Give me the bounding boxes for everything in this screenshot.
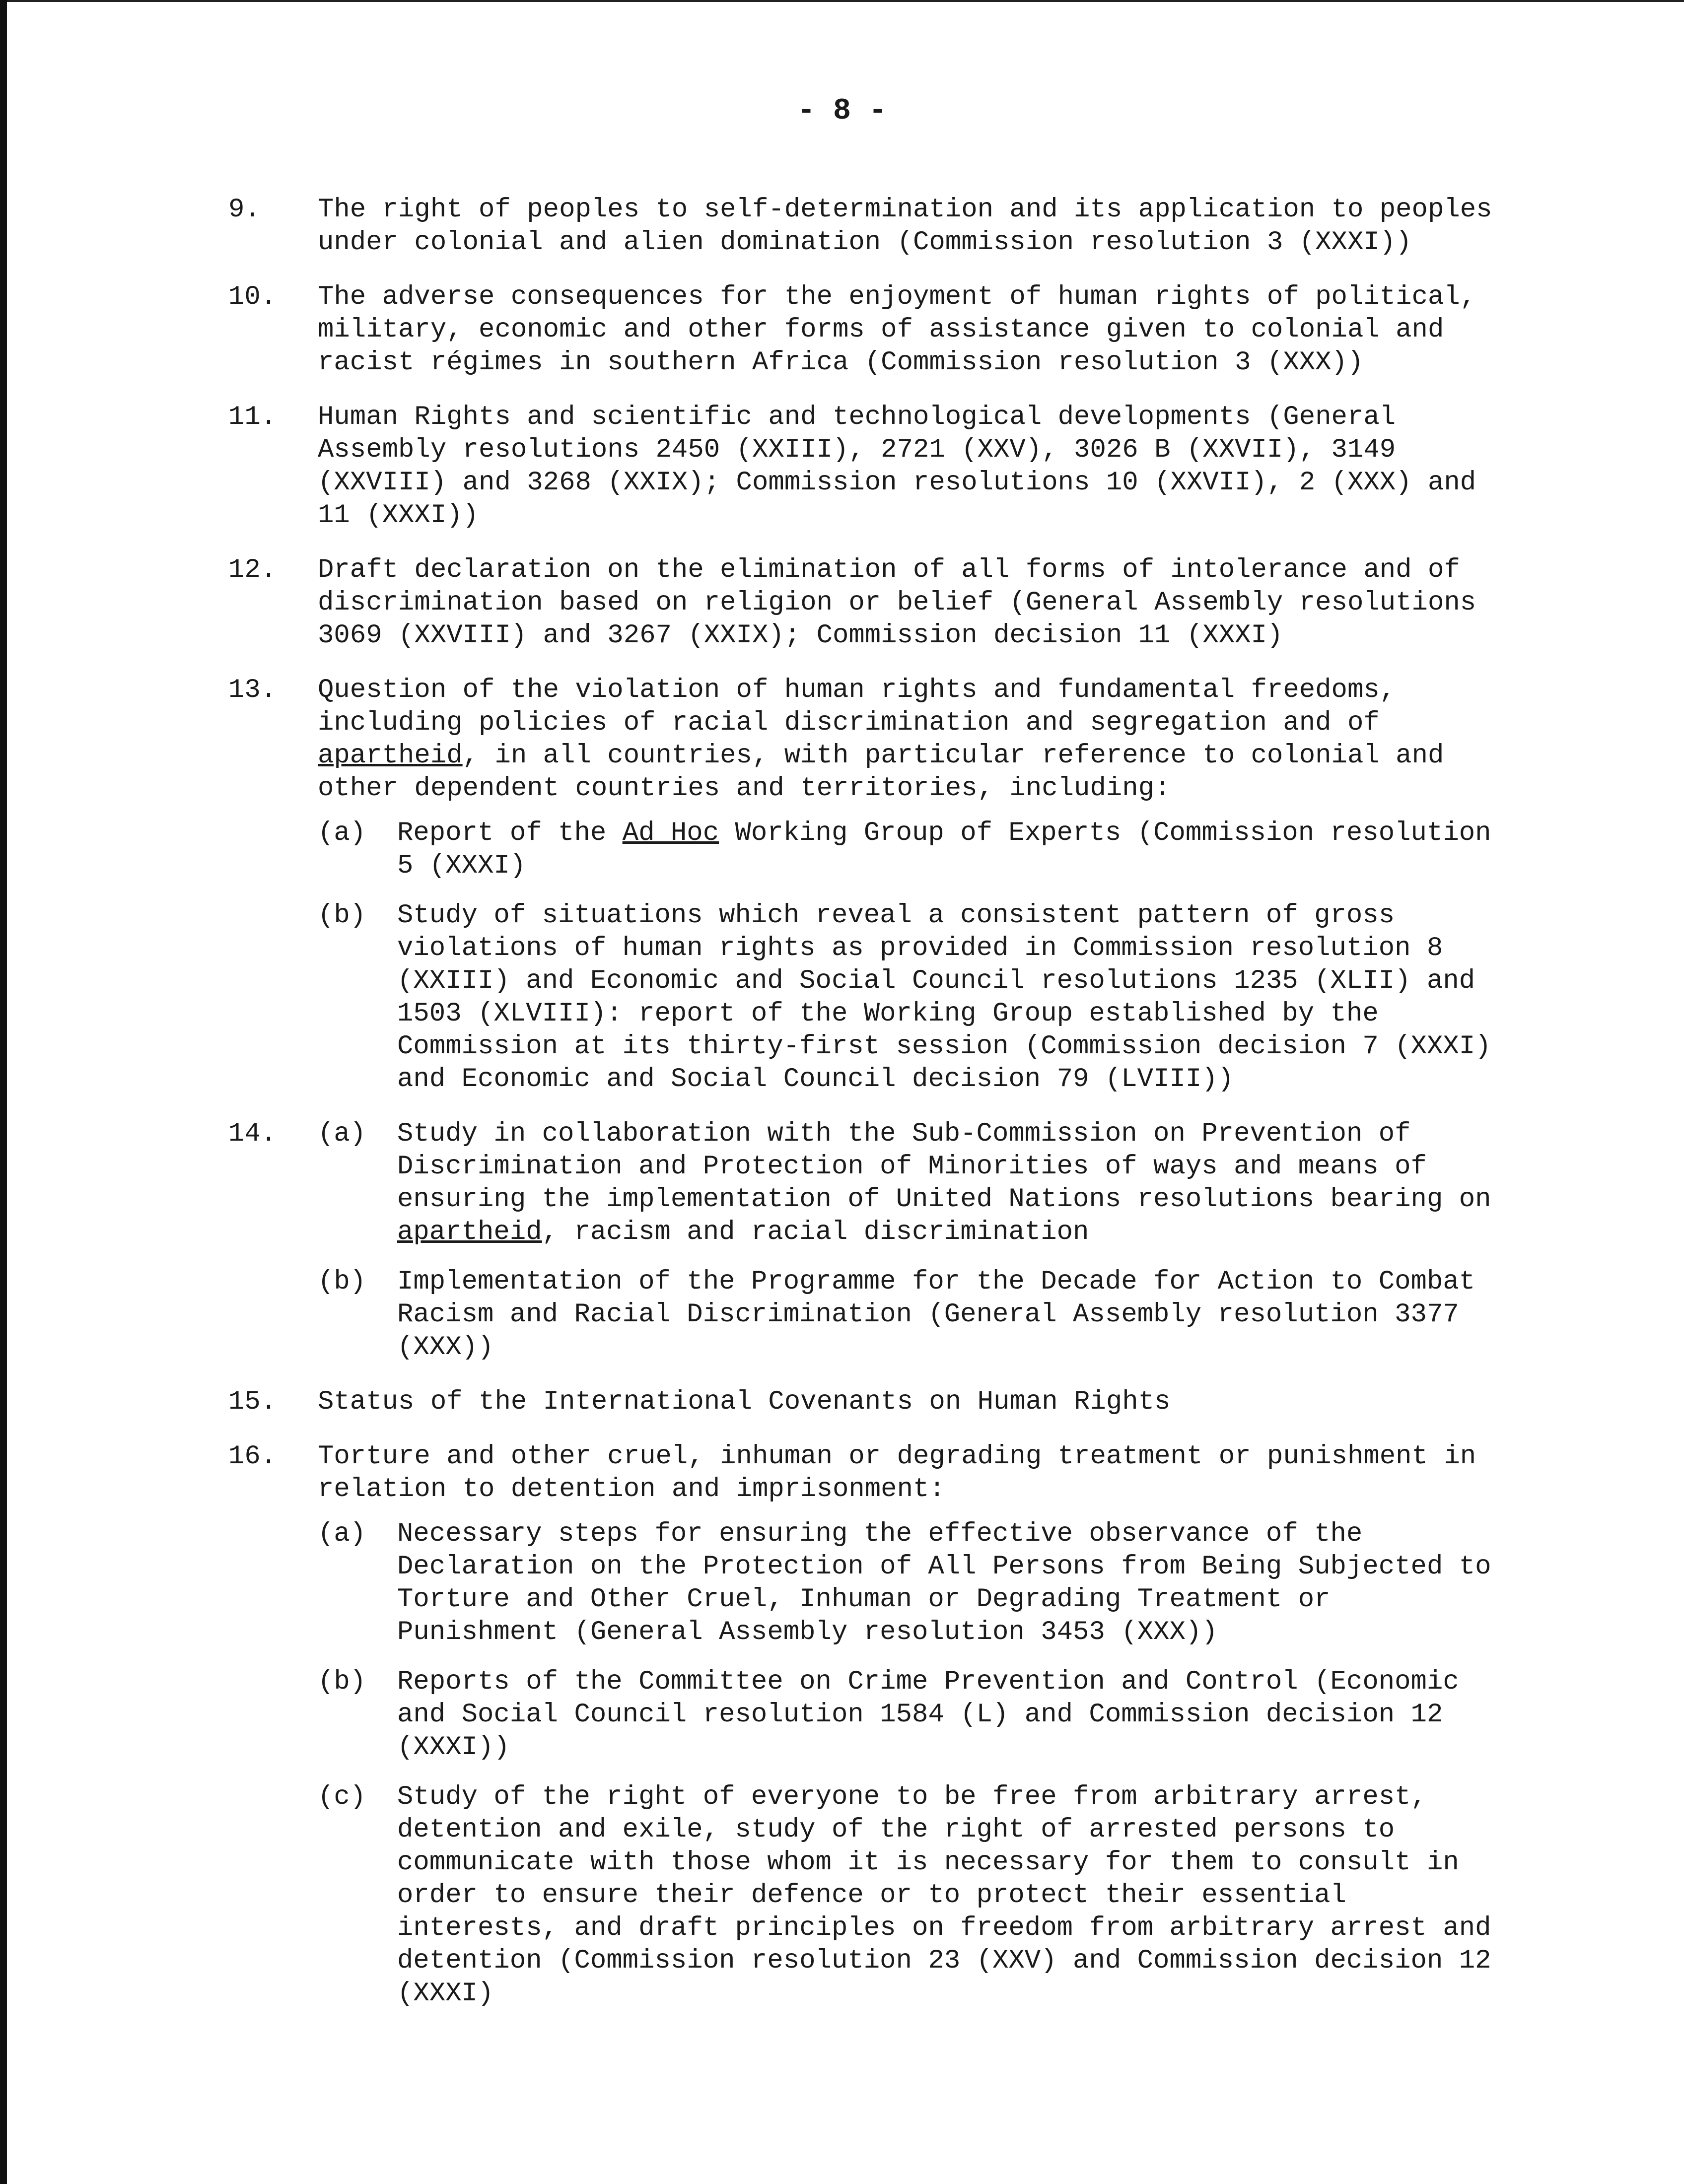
- sub-item-text-part: Report of the: [397, 818, 623, 848]
- sub-item-letter: (b): [318, 1667, 366, 1697]
- sub-item-13a: [318, 817, 1499, 883]
- agenda-item-13: [228, 674, 1499, 1096]
- agenda-item-9: [228, 194, 1499, 259]
- agenda-item-10: [228, 281, 1499, 379]
- page-number: - 8 -: [797, 94, 887, 128]
- item-number: 11.: [228, 402, 277, 432]
- agenda-item-11: [228, 401, 1499, 532]
- item-number: 15.: [228, 1387, 277, 1417]
- item-number: 16.: [228, 1441, 277, 1472]
- item-text-part: , in all countries, with particular reference to colonial and other dependent countries and territories, including:: [318, 741, 1444, 804]
- underlined-term: Ad Hoc: [622, 818, 719, 848]
- agenda-item-15: [228, 1386, 1499, 1419]
- sub-item-letter: (a): [318, 1119, 366, 1149]
- item-text: Torture and other cruel, inhuman or degrading treatment or punishment in relation to detention and imprisonment:: [318, 1441, 1476, 1504]
- sub-item-text: Reports of the Committee on Crime Prevention and Control (Economic and Social Council resolution 1584 (L) and Commission decision 12 (XXXI)): [397, 1667, 1459, 1763]
- sub-item-16c: [318, 1781, 1499, 2010]
- page-border-left: [0, 0, 7, 2184]
- sub-item-text: [397, 817, 1499, 883]
- sub-item-text-part: Working Group of Experts (Commission resolution 5 (XXXI): [397, 818, 1491, 881]
- item-number: 12.: [228, 555, 277, 585]
- agenda-list: [228, 194, 1499, 2032]
- item-text: The adverse consequences for the enjoyment of human rights of political, military, economic and other forms of assistance given to colonial and racist régimes in southern Africa (Commission resolution 3 (XXX)): [318, 282, 1476, 378]
- sub-item-text-part: Study in collaboration with the Sub-Commission on Prevention of Discrimination and Protection of Minorities of ways and means of ensuring the implementation of United Nations resolutions bearing on: [397, 1119, 1491, 1215]
- sub-item-letter: (c): [318, 1782, 366, 1812]
- agenda-item-12: [228, 554, 1499, 652]
- underlined-term: apartheid: [318, 741, 463, 771]
- sub-item-text-part: , racism and racial discrimination: [542, 1217, 1089, 1247]
- sub-item-14a: [318, 1118, 1499, 1249]
- item-number: 10.: [228, 282, 277, 312]
- item-text-part: Question of the violation of human rights and fundamental freedoms, including policies of racial discrimination and segregation and of: [318, 675, 1396, 738]
- sub-item-list: [318, 817, 1499, 1096]
- item-text: Status of the International Covenants on Human Rights: [318, 1387, 1171, 1417]
- item-number: 14.: [228, 1119, 277, 1149]
- item-text: [318, 674, 1499, 805]
- underlined-term: apartheid: [397, 1217, 542, 1247]
- sub-item-text: Necessary steps for ensuring the effective observance of the Declaration on the Protection of All Persons from Being Subjected to Torture and Other Cruel, Inhuman or Degrading Treatment or Punishment (General Assembly resolution 3453 (XXX)): [397, 1519, 1491, 1647]
- item-number: 13.: [228, 675, 277, 705]
- sub-item-letter: (b): [318, 900, 366, 931]
- item-text: Human Rights and scientific and technological developments (General Assembly resolutions 2450 (XXIII), 2721 (XXV), 3026 B (XXVII), 3149 (XXVIII) and 3268 (XXIX); Commission resolutions 10 (XXVII), 2 (XXX) and 11 (XXXI)): [318, 402, 1476, 531]
- sub-item-14b: [318, 1266, 1499, 1364]
- sub-item-list: [318, 1518, 1499, 2010]
- sub-item-letter: (a): [318, 1519, 366, 1549]
- sub-item-16b: [318, 1666, 1499, 1764]
- agenda-item-14: [228, 1118, 1499, 1364]
- item-text: Draft declaration on the elimination of all forms of intolerance and of discrimination based on religion or belief (General Assembly resolutions 3069 (XXVIII) and 3267 (XXIX); Commission decision 11 (XXXI): [318, 555, 1476, 651]
- sub-item-13b: [318, 899, 1499, 1096]
- agenda-item-16: [228, 1440, 1499, 2010]
- item-number: 9.: [228, 195, 261, 225]
- sub-item-text: Implementation of the Programme for the Decade for Action to Combat Racism and Racial Discrimination (General Assembly resolution 3377 (XXX)): [397, 1267, 1475, 1363]
- item-text: The right of peoples to self-determination and its application to peoples under colonial and alien domination (Commission resolution 3 (XXXI)): [318, 195, 1492, 258]
- sub-item-letter: (b): [318, 1267, 366, 1297]
- page-border-top: [0, 0, 1684, 2]
- sub-item-16a: [318, 1518, 1499, 1649]
- sub-item-letter: (a): [318, 818, 366, 848]
- sub-item-text: [397, 1118, 1499, 1249]
- sub-item-text: Study of the right of everyone to be free from arbitrary arrest, detention and exile, study of the right of arrested persons to communicate with those whom it is necessary for them to consult in order to ensure their defence or to protect their essential interests, and draft principles on freedom from arbitrary arrest and detention (Commission resolution 23 (XXV) and Commission decision 12 (XXXI): [397, 1782, 1491, 2009]
- sub-item-text: Study of situations which reveal a consistent pattern of gross violations of human rights as provided in Commission resolution 8 (XXIII) and Economic and Social Council resolutions 1235 (XLII) and 1503 (XLVIII): report of the Working Group established by the Commission at its thirty-first session (Commission decision 7 (XXXI) and Economic and Social Council decision 79 (LVIII)): [397, 900, 1491, 1094]
